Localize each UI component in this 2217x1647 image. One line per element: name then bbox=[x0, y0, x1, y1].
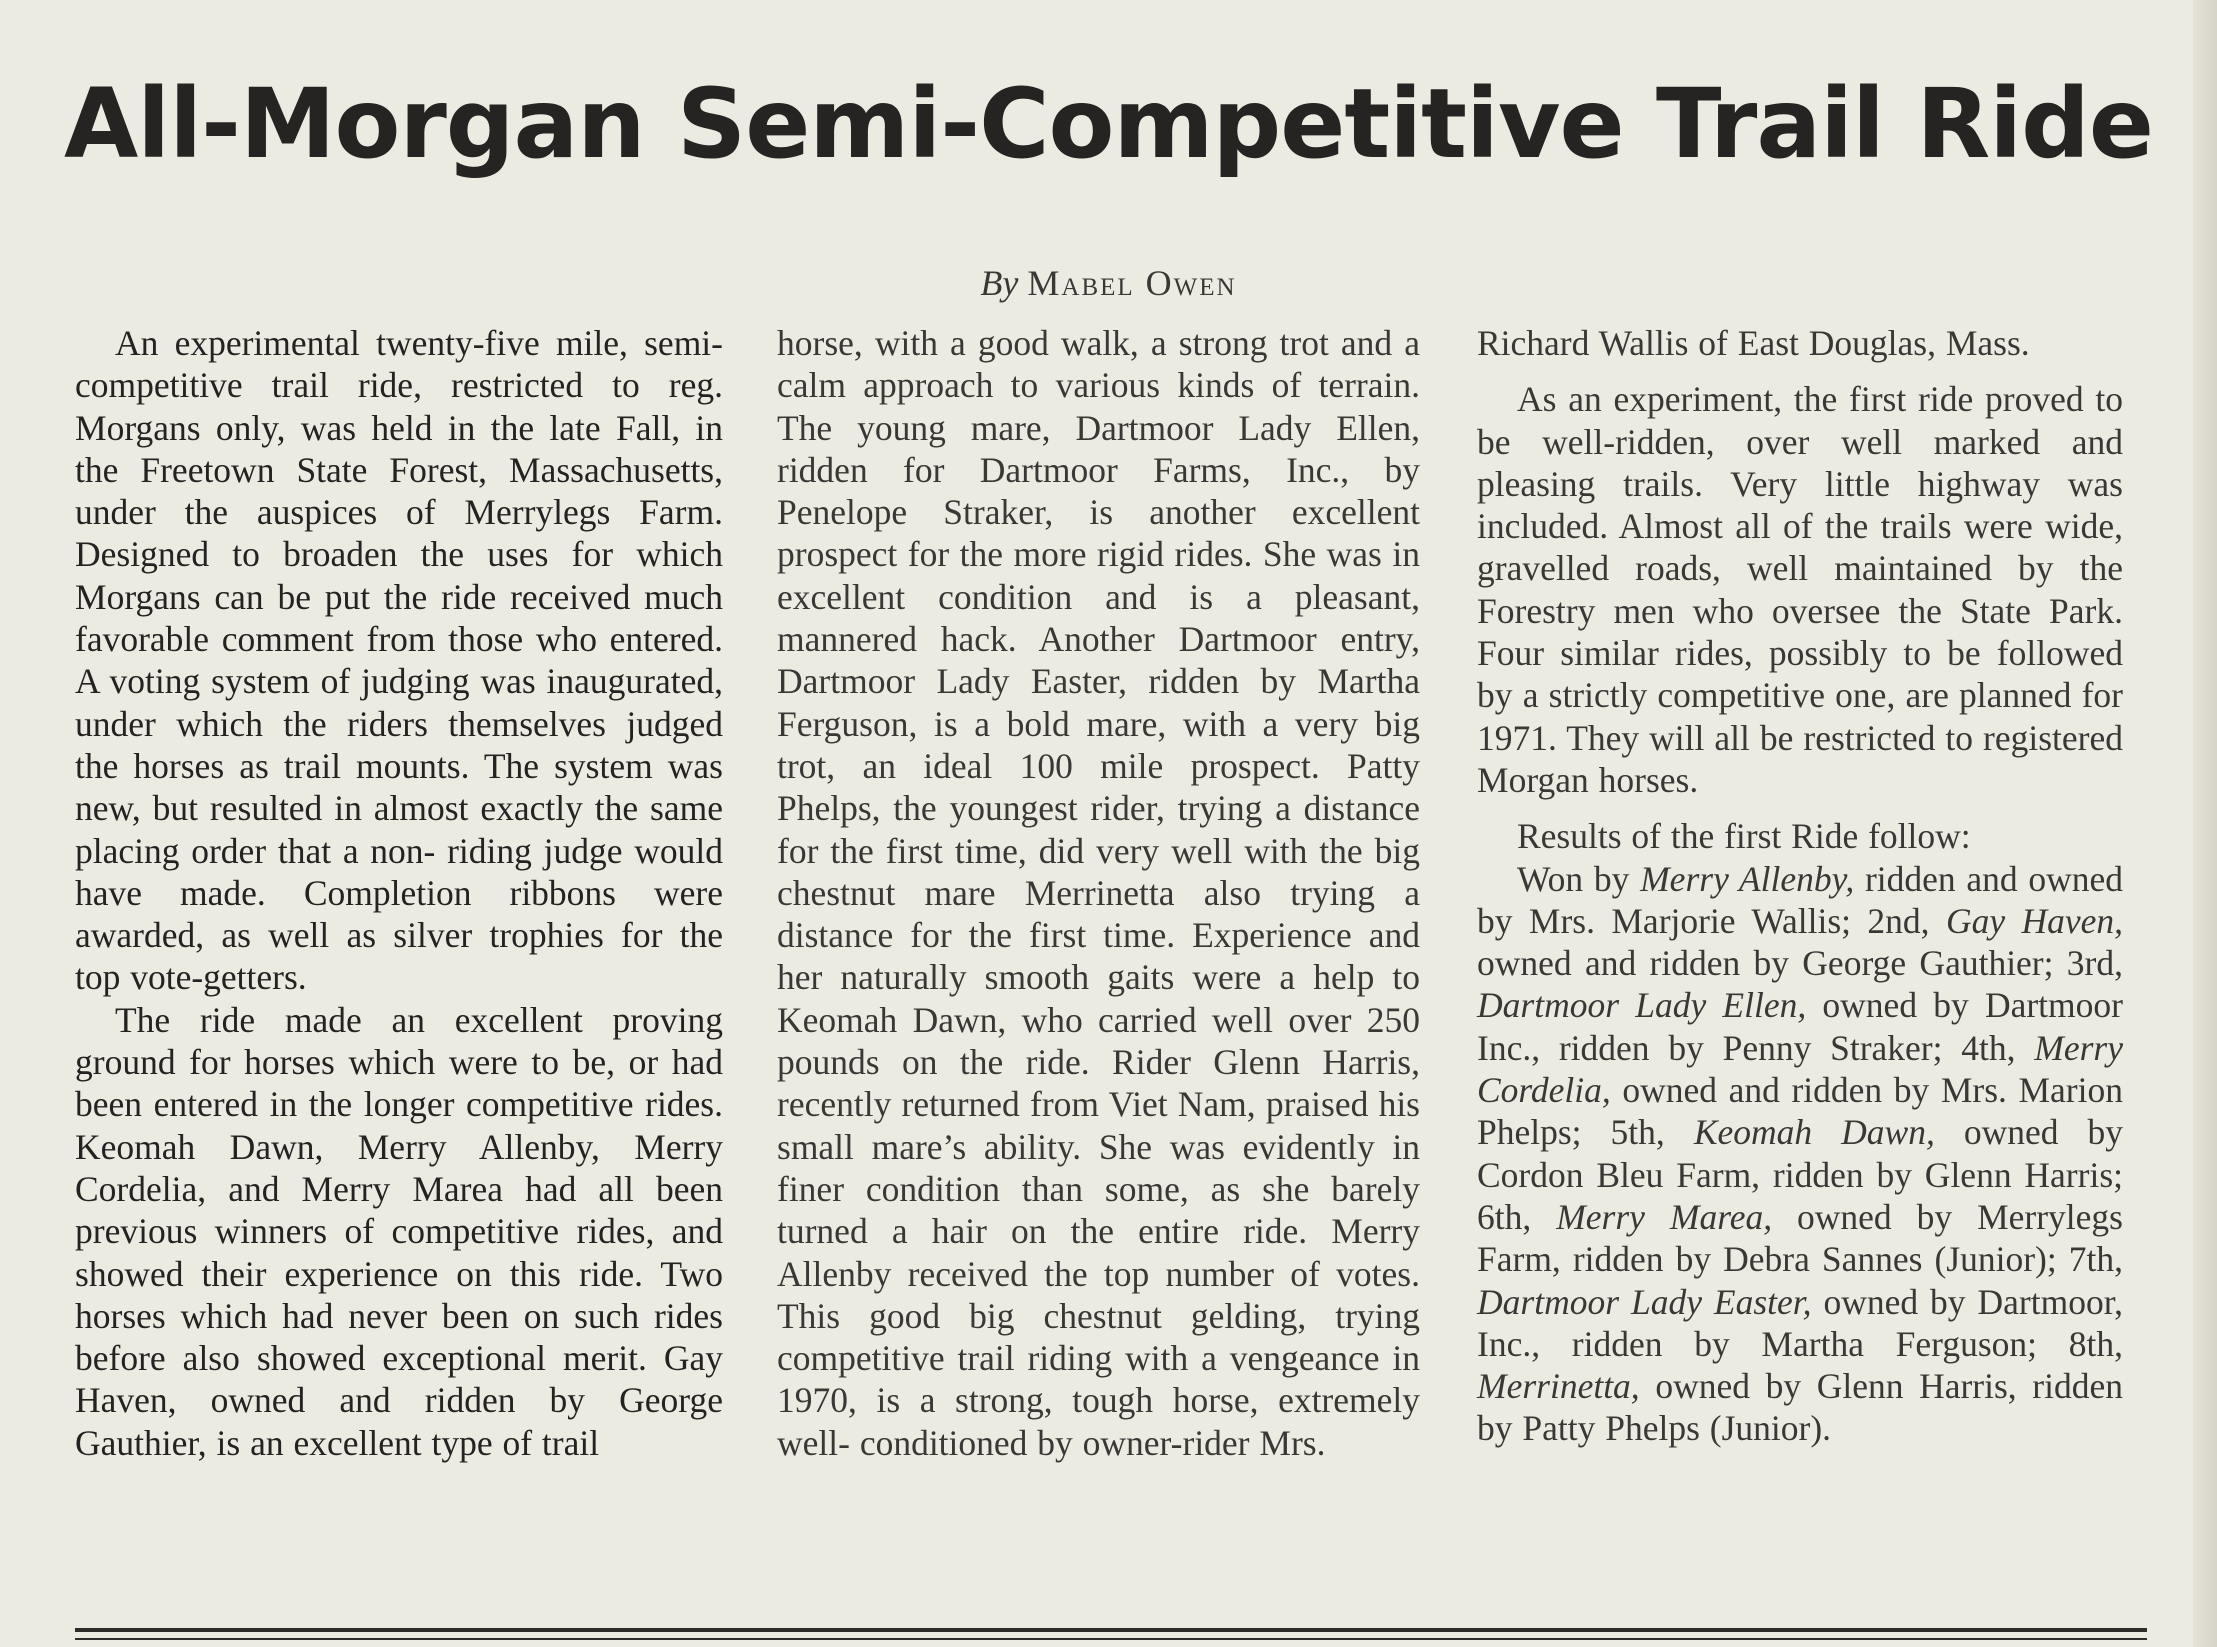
column-3 bbox=[1477, 322, 2123, 1450]
paragraph-intro: An experimental twenty-five mile, semi-competitive trail ride, restricted to reg. Morgans only, was held in the late Fall, in the Freetown State Forest, Massachusetts, under the auspices of Merrylegs Farm. Designed to broaden the uses for which Morgans can be put the ride received much favorable comment from those who entered. A voting system of judging was inaugurated, under which the riders themselves judged the horses as trail mounts. The system was new, but resulted in almost exactly the same placing order that a non- riding judge would have made. Completion ribbons were awarded, as well as silver trophies for the top vote-getters. bbox=[75, 323, 723, 998]
result-horse: Dartmoor Lady Easter, bbox=[1477, 1281, 1812, 1322]
result-horse: Gay Haven, bbox=[1945, 900, 2124, 941]
paragraph-experiment: As an experiment, the first ride proved to be well-ridden, over well marked and pleasing trails. Very little highway was included. Almost all of the trails were wide, gravelled roads, well maintained by the Forestry men who oversee the State Park. Four similar rides, possibly to be followed by a strictly competitive one, are planned for 1971. They will all be restricted to registered Morgan horses. bbox=[1477, 379, 2123, 800]
result-details: ridden and owned by Mrs. Marjorie Wallis; 2nd, bbox=[1477, 858, 2123, 941]
result-horse: Dartmoor Lady Ellen, bbox=[1477, 985, 1807, 1026]
result-details: owned by Cordon Bleu Farm, ridden by Glenn Harris; 6th, bbox=[1477, 1112, 2124, 1237]
author-name: Mabel Owen bbox=[1027, 263, 1237, 303]
result-details: owned by Dartmoor, Inc., ridden by Martha Ferguson; 8th, bbox=[1477, 1281, 2123, 1364]
result-details: owned by Merrylegs Farm, ridden by Debra Sannes (Junior); 7th, bbox=[1477, 1196, 2123, 1280]
column-1 bbox=[75, 322, 723, 1464]
result-details: owned by Dartmoor Inc., ridden by Penny Straker; 4th, bbox=[1477, 985, 2123, 1068]
result-horse: Merrinetta, bbox=[1477, 1366, 1640, 1407]
result-horse: Merry Marea, bbox=[1556, 1196, 1773, 1237]
result-horse: Keomah Dawn, bbox=[1693, 1112, 1935, 1153]
result-details: owned and ridden by George Gauthier; 3rd, bbox=[1477, 943, 2123, 984]
bottom-rule-thick bbox=[75, 1628, 2147, 1632]
paragraph-results bbox=[1477, 858, 2123, 1450]
byline-prefix: By bbox=[980, 263, 1019, 303]
paragraph-horse-descriptions: horse, with a good walk, a strong trot and a calm approach to various kinds of terrain. The young mare, Dartmoor Lady Ellen, ridden for Dartmoor Farms, Inc., by Penelope Straker, is another excellent prospect for the more rigid rides. She was in excellent condition and is a pleasant, mannered hack. Another Dartmoor entry, Dartmoor Lady Easter, ridden by Martha Ferguson, is a bold mare, with a very big trot, an ideal 100 mile prospect. Patty Phelps, the youngest rider, trying a distance for the first time, did very well with the big chestnut mare Merrinetta also trying a distance for the first time. Experience and her naturally smooth gaits were a help to Keomah Dawn, who carried well over 250 pounds on the ride. Rider Glenn Harris, recently returned from Viet Nam, praised his small mare’s ability. She was evidently in finer condition than some, as she barely turned a hair on the entire ride. Merry Allenby received the top number of votes. This good big chestnut gelding, trying competitive trail riding with a vengeance in 1970, is a strong, tough horse, extremely well- conditioned by owner-rider Mrs. bbox=[777, 323, 1420, 1463]
column-2 bbox=[777, 322, 1420, 1464]
byline bbox=[0, 262, 2217, 304]
results-intro: Won by bbox=[1517, 858, 1630, 899]
paragraph-continued: Richard Wallis of East Douglas, Mass. bbox=[1477, 323, 2030, 363]
article-title: All-Morgan Semi-Competitive Trail Ride bbox=[64, 68, 2153, 180]
bottom-rule-thin bbox=[75, 1638, 2147, 1640]
result-horse: Merry Allenby, bbox=[1640, 858, 1855, 899]
paragraph-results-heading: Results of the first Ride follow: bbox=[1517, 816, 1971, 857]
result-details: owned and ridden by Mrs. Marion Phelps; 5th, bbox=[1477, 1070, 2123, 1153]
paragraph-proving-ground: The ride made an excellent proving ground for horses which were to be, or had been entered in the longer competitive rides. Keomah Dawn, Merry Allenby, Merry Cordelia, and Merry Marea had all been previous winners of competitive rides, and showed their experience on this ride. Two horses which had never been on such rides before also showed exceptional merit. Gay Haven, owned and ridden by George Gauthier, is an excellent type of trail bbox=[75, 999, 723, 1463]
result-horse: Merry Cordelia, bbox=[1477, 1027, 2123, 1111]
result-details: owned by Glenn Harris, ridden by Patty Phelps (Junior). bbox=[1477, 1366, 2123, 1449]
page-edge bbox=[2193, 0, 2217, 1647]
